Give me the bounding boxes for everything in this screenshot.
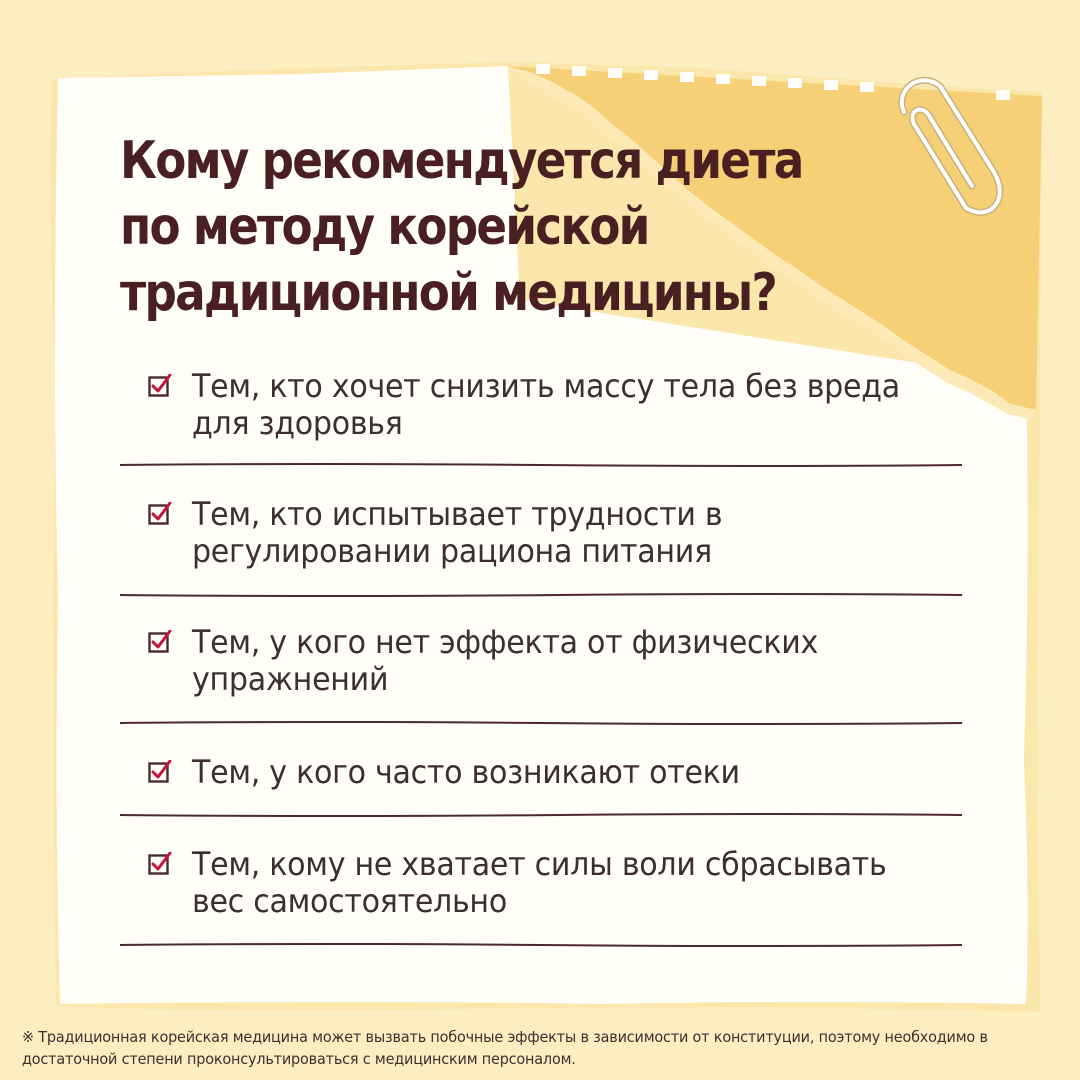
divider: [120, 942, 962, 948]
divider: [120, 462, 962, 468]
list-item-text: Тем, у кого часто возникают отеки: [192, 753, 740, 791]
divider: [120, 720, 962, 726]
checkbox-checked-icon: [148, 760, 172, 784]
checkbox-checked-icon: [148, 374, 172, 398]
list-item-text: Тем, кому не хватает силы воли сбрасывать вес самостоятельно: [192, 845, 887, 920]
title-before: Кому рекомендуется: [120, 131, 656, 191]
checkbox-checked-icon: [148, 502, 172, 526]
divider: [120, 812, 962, 818]
checkbox-checked-icon: [148, 630, 172, 654]
checklist: [120, 0, 962, 1080]
title-after: по методу корейской традиционной медицины?: [120, 197, 776, 323]
list-item-text: Тем, у кого нет эффекта от физических упражнений: [192, 623, 818, 698]
divider: [120, 592, 962, 598]
footnote: ※ Традиционная корейская медицина может вызвать побочные эффекты в зависимости от конституции, поэтому необходимо в достаточной степени проконсультироваться с медицинским персоналом.: [22, 1028, 988, 1068]
list-item-text: Тем, кто хочет снизить массу тела без вреда для здоровья: [192, 367, 900, 442]
checkbox-checked-icon: [148, 852, 172, 876]
list-item-text: Тем, кто испытывает трудности в регулировании рациона питания: [192, 495, 723, 570]
title-accent: диета: [655, 131, 803, 191]
